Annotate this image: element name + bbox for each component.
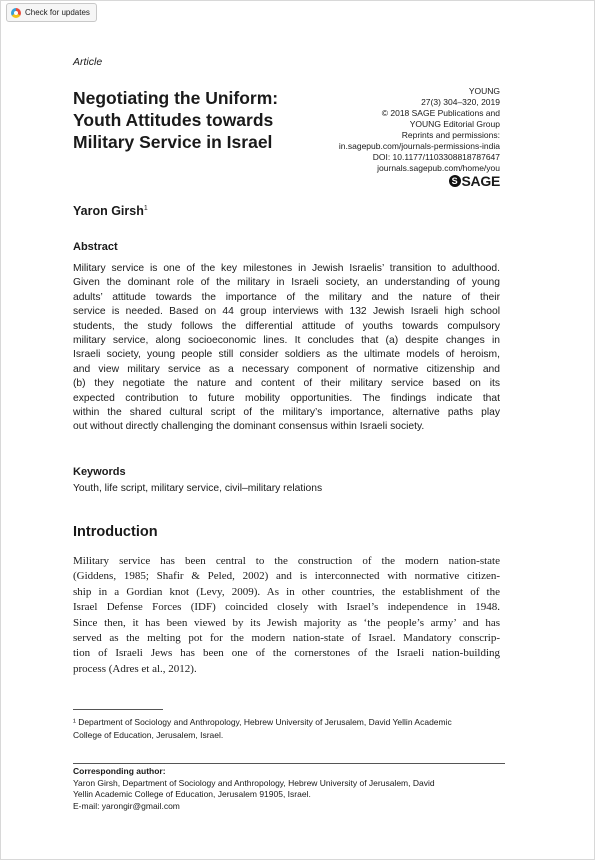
title-line: Negotiating the Uniform:: [73, 88, 279, 108]
intro-line: process (Adres et al., 2012).: [73, 662, 197, 675]
abstract-line: students, the study follows the differential attitude of youths towards compulsory: [73, 320, 500, 332]
abstract-line: Israeli society, young people still consider soldiers as the ultimate models of heroism,: [73, 349, 500, 361]
intro-line: Military service has been central to the construction of the modern nation-state: [73, 555, 500, 567]
crossmark-icon: [11, 8, 21, 18]
intro-line: tion of Israeli Jews has been one of the cornerstones of the Israeli nation-building: [73, 647, 500, 660]
intro-line: (Giddens, 1985; Shafir & Peled, 2002) and is interconnected with normative citizen-: [73, 570, 500, 583]
journal-name: YOUNG: [468, 86, 500, 96]
journal-volume: 27(3) 304–320, 2019: [421, 97, 500, 107]
check-for-updates-label: Check for updates: [25, 8, 90, 17]
journal-copyright-2: YOUNG Editorial Group: [409, 119, 500, 129]
abstract-line: (b) they negotiate the nature and content of their military service based on its: [73, 378, 500, 390]
title-line: Military Service in Israel: [73, 132, 273, 152]
intro-line: ship in a Gordian knot (Levy, 2009). As in other countries, the establishment of the: [73, 585, 500, 598]
doi-link[interactable]: DOI: 10.1177/1103308818787647: [372, 152, 500, 162]
title-line: Youth Attitudes towards: [73, 110, 274, 130]
footnote-divider: [73, 709, 163, 710]
check-for-updates-button[interactable]: [6, 3, 97, 22]
corresponding-divider: [73, 763, 505, 764]
abstract-line: adults’ attitude towards the importance of the military and the nature of their: [73, 291, 500, 303]
introduction-body: [73, 554, 500, 677]
abstract-line: Military service is one of the key milestones in Jewish Israelis’ transition to adulthood.: [73, 263, 500, 274]
article-title: [73, 87, 333, 153]
introduction-heading: Introduction: [73, 524, 158, 540]
corresponding-line: Yaron Girsh, Department of Sociology and Anthropology, Hebrew University of Jerusalem, David: [73, 777, 435, 788]
corresponding-line: Yellin Academic College of Education, Jerusalem 91905, Israel.: [73, 789, 311, 799]
journal-home-link[interactable]: journals.sagepub.com/home/you: [377, 163, 500, 173]
keywords-text: Youth, life script, military service, civil–military relations: [73, 483, 323, 494]
sage-logo: [449, 172, 500, 189]
journal-info: [339, 86, 500, 187]
author-affiliation-mark: 1: [143, 204, 148, 212]
journal-reprints: Reprints and permissions:: [401, 130, 500, 140]
sage-logo-icon: S: [449, 175, 461, 187]
abstract-line: and view military service as a necessary component of normative citizenship and: [73, 363, 500, 375]
keywords-heading: Keywords: [73, 466, 126, 478]
abstract-heading: Abstract: [73, 241, 118, 253]
journal-copyright: © 2018 SAGE Publications and: [381, 108, 500, 118]
abstract-line: service is needed. Based on 44 group interviews with 132 Jewish Israeli high school: [73, 306, 500, 318]
author-name-text: Yaron Girsh: [73, 204, 144, 218]
author-name: [73, 204, 148, 218]
intro-line: served as the melting pot for the modern nation-state of Israel. Mandatory conscrip-: [73, 632, 500, 645]
abstract-line: expected contribution to future mobility opportunities. The findings indicate that: [73, 392, 500, 404]
sage-logo-text: SAGE: [461, 172, 500, 189]
abstract-line: Given the dominant role of the military in Israeli society, an understanding of young: [73, 277, 500, 289]
abstract-line: within the shared cultural script of the military’s importance, alternative paths play: [73, 407, 500, 419]
article-type: Article: [73, 56, 103, 68]
corresponding-email[interactable]: E-mail: yarongir@gmail.com: [73, 800, 180, 811]
permissions-link[interactable]: in.sagepub.com/journals-permissions-india: [338, 141, 500, 151]
footnote-line: ¹ Department of Sociology and Anthropology, Hebrew University of Jerusalem, David Yellin Academic: [73, 717, 452, 727]
abstract-line: military service, along socioeconomic lines. It concludes that (a) despite changes in: [73, 335, 500, 347]
abstract-body: [73, 262, 500, 435]
intro-line: Israel Defense Forces (IDF) coincided closely with Israel’s independence in 1948.: [73, 601, 500, 614]
footnote-line: College of Education, Jerusalem, Israel.: [73, 730, 224, 740]
footnote: [73, 716, 505, 742]
abstract-line: out without directly challenging the dominant consensus within Israeli society.: [73, 421, 425, 433]
intro-line: Since then, it has been viewed by its Jewish majority as ‘the people’s army’ and has: [73, 616, 500, 629]
corresponding-author: [73, 766, 505, 812]
corresponding-heading: Corresponding author:: [73, 766, 166, 776]
